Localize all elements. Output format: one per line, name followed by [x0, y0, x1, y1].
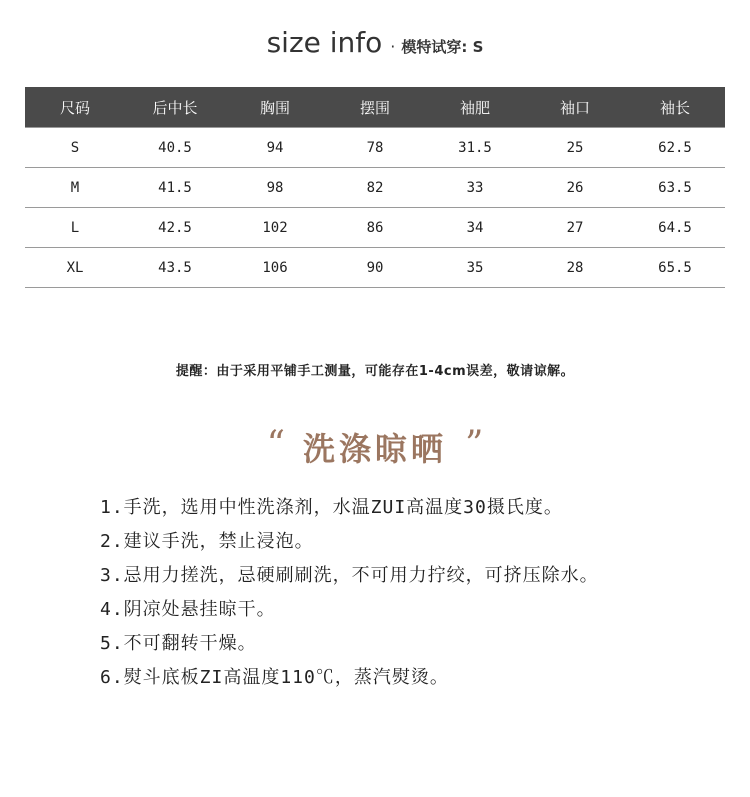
- column-header-back-length: 后中长: [125, 87, 225, 128]
- table-cell: 64.5: [625, 208, 725, 248]
- size-info-header: [0, 26, 750, 59]
- table-cell: 42.5: [125, 208, 225, 248]
- table-cell: 86: [325, 208, 425, 248]
- table-cell: 40.5: [125, 128, 225, 168]
- table-cell: 62.5: [625, 128, 725, 168]
- table-cell: 26: [525, 168, 625, 208]
- table-cell: 28: [525, 248, 625, 288]
- list-item: 3.忌用力搓洗，忌硬刷刷洗，不可用力拧绞，可挤压除水。: [100, 565, 599, 586]
- model-size-subtitle: 模特试穿: S: [401, 38, 484, 56]
- table-cell: 106: [225, 248, 325, 288]
- list-item: 1.手洗，选用中性洗涤剂，水温ZUI高温度30摄氏度。: [100, 497, 563, 518]
- table-cell: L: [25, 208, 125, 248]
- size-info-title: size info: [266, 26, 383, 59]
- table-cell: 63.5: [625, 168, 725, 208]
- column-header-chest: 胸围: [225, 87, 325, 128]
- table-cell: 34: [425, 208, 525, 248]
- column-header-sleeve-length: 袖长: [625, 87, 725, 128]
- close-quote-mark: ”: [465, 424, 484, 465]
- table-cell: 27: [525, 208, 625, 248]
- list-item: 6.熨斗底板ZI高温度110℃，蒸汽熨烫。: [100, 667, 449, 688]
- column-header-sleeve-width: 袖肥: [425, 87, 525, 128]
- table-cell: 25: [525, 128, 625, 168]
- care-instructions-list: [100, 491, 599, 695]
- table-cell: 65.5: [625, 248, 725, 288]
- care-heading-text: 洗涤晾晒: [302, 430, 447, 468]
- column-header-size: 尺码: [25, 87, 125, 128]
- table-cell: 98: [225, 168, 325, 208]
- table-cell: 31.5: [425, 128, 525, 168]
- open-quote-mark: “: [266, 424, 285, 465]
- table-header-row: [25, 87, 725, 128]
- care-section-heading: [0, 424, 750, 470]
- table-row: [25, 168, 725, 208]
- list-item: 2.建议手洗，禁止浸泡。: [100, 531, 314, 552]
- measurement-reminder: 提醒：由于采用平铺手工测量，可能存在1-4cm误差，敬请谅解。: [175, 364, 575, 379]
- title-separator: ·: [390, 37, 396, 56]
- table-cell: 41.5: [125, 168, 225, 208]
- table-cell: 94: [225, 128, 325, 168]
- table-cell: 43.5: [125, 248, 225, 288]
- table-cell: 33: [425, 168, 525, 208]
- table-cell: M: [25, 168, 125, 208]
- list-item: 5.不可翻转干燥。: [100, 633, 257, 654]
- table-cell: XL: [25, 248, 125, 288]
- table-cell: S: [25, 128, 125, 168]
- table-row: [25, 208, 725, 248]
- table-row: [25, 128, 725, 168]
- table-cell: 82: [325, 168, 425, 208]
- table-cell: 35: [425, 248, 525, 288]
- list-item: 4.阴凉处悬挂晾干。: [100, 599, 276, 620]
- table-cell: 102: [225, 208, 325, 248]
- size-chart-table: [25, 87, 725, 288]
- table-row: [25, 248, 725, 288]
- column-header-hem: 摆围: [325, 87, 425, 128]
- column-header-cuff: 袖口: [525, 87, 625, 128]
- table-cell: 78: [325, 128, 425, 168]
- table-cell: 90: [325, 248, 425, 288]
